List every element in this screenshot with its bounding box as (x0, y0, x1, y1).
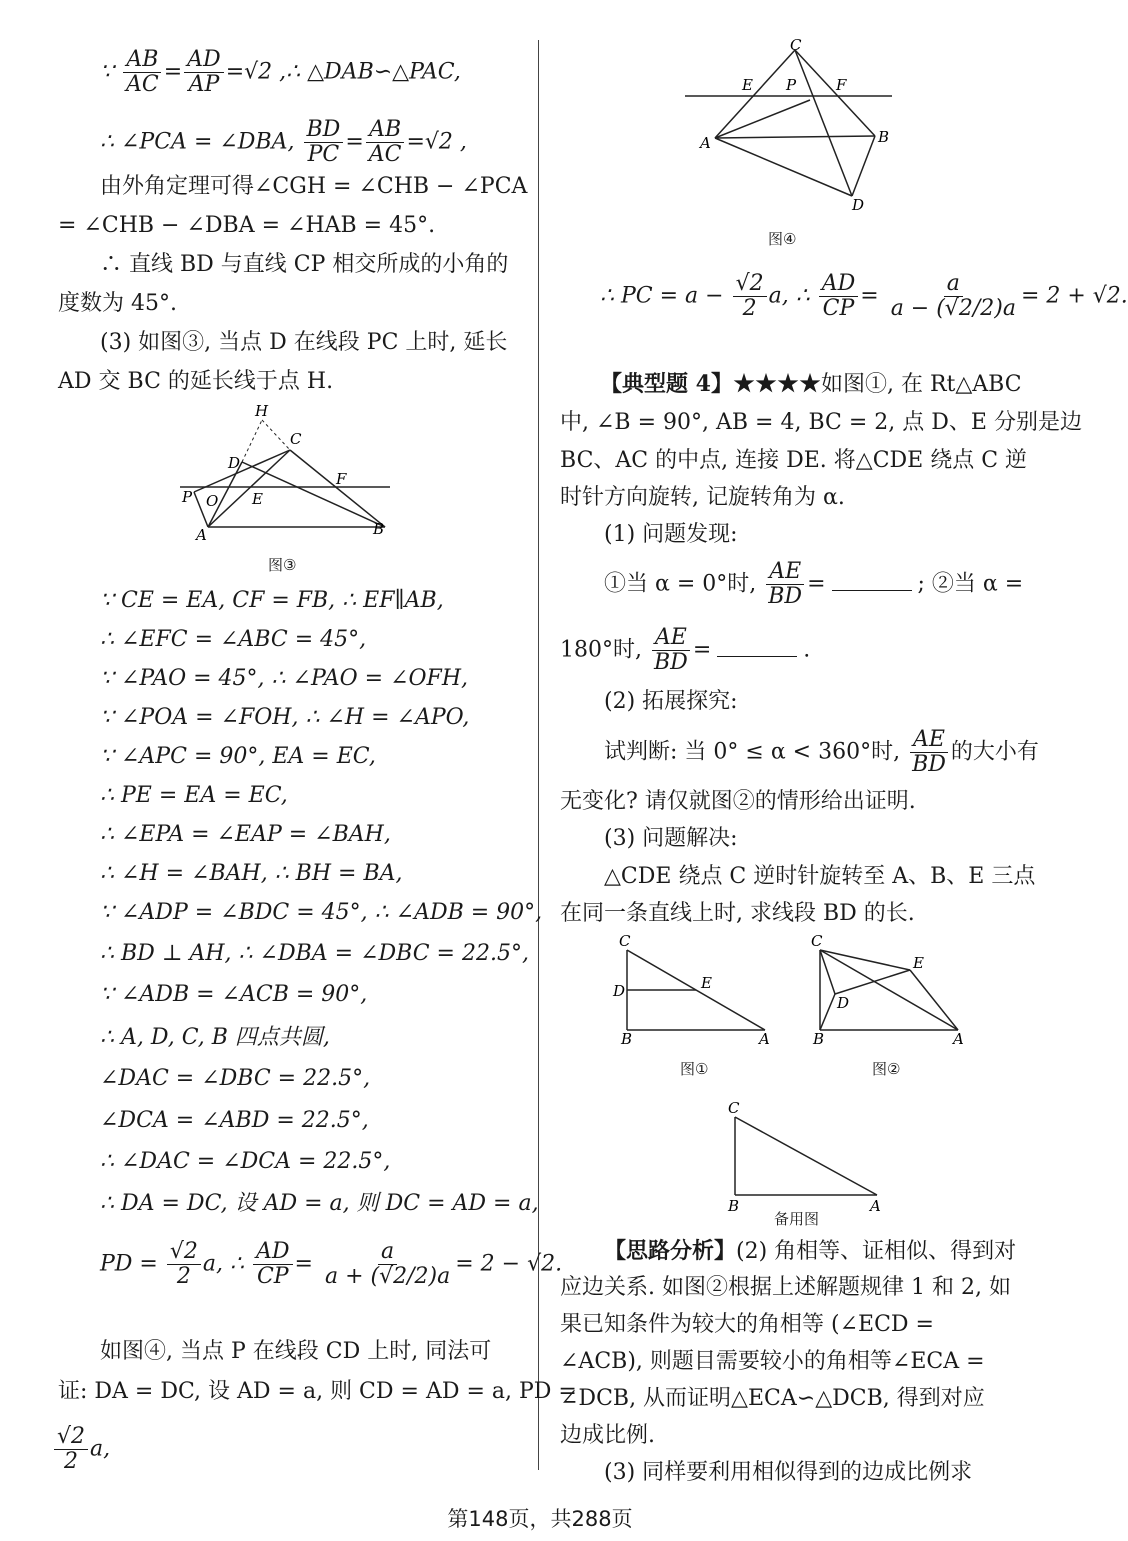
question-2b: 无变化? 请仅就图②的情形给出证明. (560, 789, 916, 814)
svg-text:E: E (701, 974, 712, 992)
svg-text:O: O (206, 492, 219, 510)
analysis-line-4: ∠ACB), 则题目需要较小的角相等∠ECA = (560, 1349, 985, 1374)
step-11: ∵ ∠ADB = ∠ACB = 90°, (100, 982, 368, 1007)
eq-pd-value: $\frac{√2}{2}$ a, (52, 1425, 110, 1474)
question-1b: 180°时, $\frac{AE}{BD}$ = . (560, 625, 811, 675)
question-3b: 在同一条直线上时, 求线段 BD 的长. (560, 901, 915, 926)
svg-text:P: P (786, 76, 797, 94)
figure-spare-caption: 备用图 (774, 1210, 820, 1228)
step-14: ∠DCA = ∠ABD = 22.5°, (100, 1108, 369, 1133)
step-9: ∵ ∠ADP = ∠BDC = 45°, ∴ ∠ADB = 90°, (100, 900, 543, 925)
eq-pc-ratio: ∴ PC = a − $\frac{√2}{2}$ a, ∴ $\frac{AD}{CP}$ = $\frac{a}{a - (√2/2)a}$ = 2 + √2. (600, 271, 1128, 321)
step-3: ∵ ∠PAO = 45°, ∴ ∠PAO = ∠OFH, (100, 666, 468, 691)
text-conclusion-1: ∴ 直线 BD 与直线 CP 相交所成的小角的 (100, 252, 509, 277)
step-13: ∠DAC = ∠DBC = 22.5°, (100, 1066, 371, 1091)
svg-text:E: E (913, 954, 924, 972)
step-2: ∴ ∠EFC = ∠ABC = 45°, (100, 627, 367, 652)
step-1: ∵ CE = EA, CF = FB, ∴ EF∥AB, (100, 588, 444, 613)
step-12: ∴ A, D, C, B 四点共圆, (100, 1025, 330, 1050)
svg-text:B: B (621, 1030, 633, 1048)
text-fig4-2: 证: DA = DC, 设 AD = a, 则 CD = AD = a, PD = (58, 1379, 577, 1404)
step-7: ∴ ∠EPA = ∠EAP = ∠BAH, (100, 822, 391, 847)
svg-text:A: A (870, 1197, 881, 1215)
text-part3-2: AD 交 BC 的延长线于点 H. (58, 369, 334, 394)
svg-text:H: H (255, 402, 269, 420)
answer-blank-2[interactable] (717, 636, 797, 657)
problem-4-header: 【典型题 4】★★★★如图①, 在 Rt△ABC (600, 371, 1022, 397)
difficulty-stars: ★★★★ (732, 372, 821, 397)
analysis-line-2: 应边关系. 如图②根据上述解题规律 1 和 2, 如 (560, 1275, 1011, 1300)
svg-text:D: D (837, 994, 850, 1012)
figure-3 (170, 402, 410, 547)
figure-4-caption: 图④ (768, 230, 797, 248)
svg-text:E: E (742, 76, 753, 94)
svg-text:A: A (759, 1030, 770, 1048)
question-3-title: (3) 问题解决: (604, 826, 738, 851)
question-3a: △CDE 绕点 C 逆时针旋转至 A、B、E 三点 (604, 864, 1036, 889)
figure-spare (720, 1095, 895, 1215)
problem-4-line-2: 中, ∠B = 90°, AB = 4, BC = 2, 点 D、E 分别是边 (560, 410, 1082, 435)
svg-text:D: D (613, 982, 626, 1000)
eq-similar-ratio: ∵ $\frac{AB}{AC}$ = $\frac{AD}{AP}$ =√2 ,∴ △DAB∽△PAC, (100, 47, 461, 97)
text-conclusion-2: 度数为 45°. (58, 291, 177, 316)
svg-text:P: P (182, 488, 193, 506)
text-part3-1: (3) 如图③, 当点 D 在线段 PC 上时, 延长 (100, 330, 508, 355)
analysis-line-1: 【思路分析】(2) 角相等、证相似、得到对 (604, 1238, 1017, 1264)
text-fig4-1: 如图④, 当点 P 在线段 CD 上时, 同法可 (100, 1339, 492, 1364)
eq-pd-ratio: PD = $\frac{√2}{2}$ a, ∴ $\frac{AD}{CP}$ = $\frac{a}{a + (√2/2)a}$ = 2 − √2. (100, 1239, 563, 1289)
step-6: ∴ PE = EA = EC, (100, 783, 288, 808)
analysis-line-7: (3) 同样要利用相似得到的边成比例求 (604, 1460, 973, 1485)
figure-2-caption: 图② (872, 1060, 901, 1078)
page-footer: 第148页，共288页 (447, 1507, 633, 1531)
answer-blank-1[interactable] (832, 570, 912, 591)
step-8: ∴ ∠H = ∠BAH, ∴ BH = BA, (100, 861, 403, 886)
analysis-line-6: 边成比例. (560, 1423, 655, 1448)
analysis-title: 【思路分析】 (604, 1238, 737, 1264)
svg-text:A: A (196, 526, 207, 544)
step-16: ∴ DA = DC, 设 AD = a, 则 DC = AD = a, (100, 1191, 539, 1216)
question-2-title: (2) 拓展探究: (604, 689, 738, 714)
svg-text:B: B (728, 1197, 740, 1215)
svg-text:C: C (811, 932, 823, 950)
figure-1 (605, 932, 780, 1052)
svg-text:F: F (836, 76, 847, 94)
question-1a: ①当 α = 0°时, $\frac{AE}{BD}$ = ; ②当 α = (604, 559, 1024, 609)
eq-angle-pca: ∴ ∠PCA = ∠DBA, $\frac{BD}{PC}$ = $\frac{AB}{AC}$ =√2 , (100, 117, 467, 167)
svg-text:B: B (373, 520, 385, 538)
svg-text:C: C (290, 430, 302, 448)
svg-text:F: F (336, 470, 347, 488)
problem-4-line-4: 时针方向旋转, 记旋转角为 α. (560, 485, 845, 510)
svg-text:C: C (790, 36, 802, 54)
question-1-title: (1) 问题发现: (604, 522, 738, 547)
problem-4-title: 【典型题 4】 (600, 371, 733, 397)
figure-4 (680, 38, 895, 213)
figure-2 (805, 932, 980, 1052)
problem-4-line-3: BC、AC 的中点, 连接 DE. 将△CDE 绕点 C 逆 (560, 448, 1028, 473)
text-exterior-angle: 由外角定理可得∠CGH = ∠CHB − ∠PCA (100, 174, 528, 199)
question-2a: 试判断: 当 0° ≤ α < 360°时, $\frac{AE}{BD}$ 的大小有 (604, 727, 1039, 777)
step-5: ∵ ∠APC = 90°, EA = EC, (100, 744, 376, 769)
analysis-line-3: 果已知条件为较大的角相等 (∠ECD = (560, 1312, 934, 1337)
svg-text:C: C (728, 1099, 740, 1117)
svg-text:A: A (953, 1030, 964, 1048)
step-10: ∴ BD ⊥ AH, ∴ ∠DBA = ∠DBC = 22.5°, (100, 941, 529, 966)
svg-text:D: D (228, 454, 241, 472)
svg-text:D: D (852, 196, 865, 214)
step-15: ∴ ∠DAC = ∠DCA = 22.5°, (100, 1149, 391, 1174)
text-exterior-angle-cont: = ∠CHB − ∠DBA = ∠HAB = 45°. (58, 213, 436, 238)
analysis-line-5: ∠DCB, 从而证明△ECA∽△DCB, 得到对应 (560, 1386, 985, 1411)
svg-text:A: A (700, 134, 711, 152)
figure-1-caption: 图① (680, 1060, 709, 1078)
svg-text:E: E (252, 490, 263, 508)
svg-text:B: B (878, 128, 890, 146)
svg-text:C: C (619, 932, 631, 950)
svg-text:B: B (813, 1030, 825, 1048)
step-4: ∵ ∠POA = ∠FOH, ∴ ∠H = ∠APO, (100, 705, 470, 730)
figure-3-caption: 图③ (268, 556, 297, 574)
